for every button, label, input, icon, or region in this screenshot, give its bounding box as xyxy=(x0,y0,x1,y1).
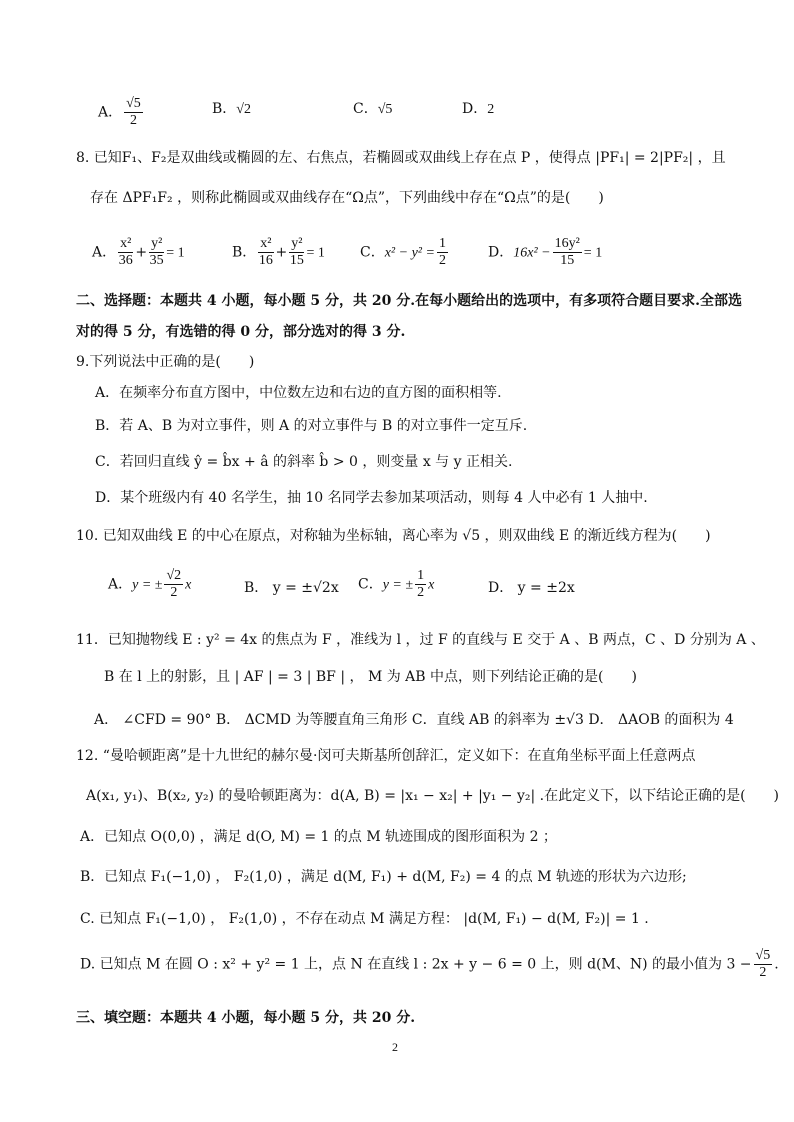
q12-option-d: D. 已知点 M 在圆 O : x² + y² = 1 上，点 N 在直线 l : 2x + y − 6 = 0 上，则 d(M、N) 的最小值为 3 − $\frac{√5}{2}$ . xyxy=(80,948,779,980)
q12-option-c: C. 已知点 F₁(−1,0) ， F₂(1,0) ，不存在动点 M 满足方程： |d(M, F₁) − d(M, F₂)| = 1 . xyxy=(80,911,649,927)
q7-option-c: C．√5 xyxy=(353,101,393,117)
q11-stem-line1: 11．已知抛物线 E : y² = 4x 的焦点为 F ，准线为 l ，过 F 的直线与 E 交于 A 、B 两点，C 、D 分别为 A 、 xyxy=(76,632,765,648)
q10-option-a: A．y = ± $\frac{√2}{2}$ x xyxy=(108,568,192,600)
q8-option-c: C．x² − y² = $\frac{1}{2}$ xyxy=(360,236,446,268)
q9-option-d: D．某个班级内有 40 名学生，抽 10 名同学去参加某项活动，则每 4 人中必有 1 人抽中. xyxy=(95,490,648,506)
section3-heading: 三、填空题：本题共 4 小题，每小题 5 分，共 20 分. xyxy=(76,1010,416,1026)
page-number: 2 xyxy=(392,1040,398,1054)
q9-option-a: A．在频率分布直方图中，中位数左边和右边的直方图的面积相等. xyxy=(95,385,502,401)
q7-a-fraction: $\frac{√5}{2}$ xyxy=(126,96,141,128)
q8-stem-line2: 存在 ΔPF₁F₂ ，则称此椭圆或双曲线存在“Ω点”，下列曲线中存在“Ω点”的是( ) xyxy=(90,190,604,206)
q9-stem: 9.下列说法中正确的是( ) xyxy=(76,354,255,370)
q7-option-a: A． $\frac{√5}{2}$ xyxy=(98,96,141,128)
q10-option-b: B． y = ±√2x xyxy=(244,580,339,596)
q8-option-b: B． $\frac{\text{x²}}{16}$ + $\frac{\text{y²}}{15}$ = 1 xyxy=(232,236,325,268)
section2-heading-line1: 二、选择题：本题共 4 小题，每小题 5 分，共 20 分.在每小题给出的选项中，有多项符合题目要求.全部选 xyxy=(76,293,742,309)
q12-stem-line1: 12. “曼哈顿距离”是十九世纪的赫尔曼·闵可夫斯基所创辞汇，定义如下：在直角坐标平面上任意两点 xyxy=(76,748,696,764)
q11-stem-line2: B 在 l 上的射影，且 | AF | = 3 | BF | ， M 为 AB 中点，则下列结论正确的是( ) xyxy=(104,669,637,685)
section2-heading-line2: 对的得 5 分，有选错的得 0 分，部分选对的得 3 分. xyxy=(76,324,406,340)
q7-option-b: B．√2 xyxy=(212,101,251,117)
q10-stem: 10. 已知双曲线 E 的中心在原点，对称轴为坐标轴，离心率为 √5 ，则双曲线 E 的渐近线方程为( ) xyxy=(76,528,711,544)
q10-option-d: D． y = ±2x xyxy=(488,580,575,596)
q8-stem-line1: 8. 已知F₁、F₂是双曲线或椭圆的左、右焦点，若椭圆或双曲线上存在点 P ，使得点 |PF₁| = 2|PF₂| ，且 xyxy=(76,150,726,166)
q12-option-b: B．已知点 F₁(−1,0) ， F₂(1,0) ，满足 d(M, F₁) + d(M, F₂) = 4 的点 M 轨迹的形状为六边形; xyxy=(80,869,687,885)
q8-option-a: A． $\frac{\text{x²}}{36}$ + $\frac{\text{y²}}{35}$ = 1 xyxy=(92,236,185,268)
q9-option-b: B．若 A、B 为对立事件，则 A 的对立事件与 B 的对立事件一定互斥. xyxy=(95,418,528,434)
q11-options: A． ∠CFD = 90° B． ΔCMD 为等腰直角三角形 C．直线 AB 的斜率为 ±√3 D． ΔAOB 的面积为 4 xyxy=(94,712,734,728)
q10-option-c: C．y = ± $\frac{1}{2}$ x xyxy=(358,568,435,600)
q8-option-d: D．16x² − $\frac{\text{16y²}}{15}$ = 1 xyxy=(488,236,603,268)
q12-option-a: A．已知点 O(0,0) ，满足 d(O, M) = 1 的点 M 轨迹围成的图形面积为 2 ； xyxy=(80,829,557,845)
q7-option-d: D．2 xyxy=(462,101,495,117)
q9-option-c: C．若回归直线 ŷ = b̂x + â 的斜率 b̂ > 0 ，则变量 x 与 y 正相关. xyxy=(95,454,513,470)
q12-stem-line2: A(x₁, y₁)、B(x₂, y₂) 的曼哈顿距离为：d(A, B) = |x₁ − x₂| + |y₁ − y₂| .在此定义下，以下结论正确的是( ) xyxy=(86,788,780,804)
